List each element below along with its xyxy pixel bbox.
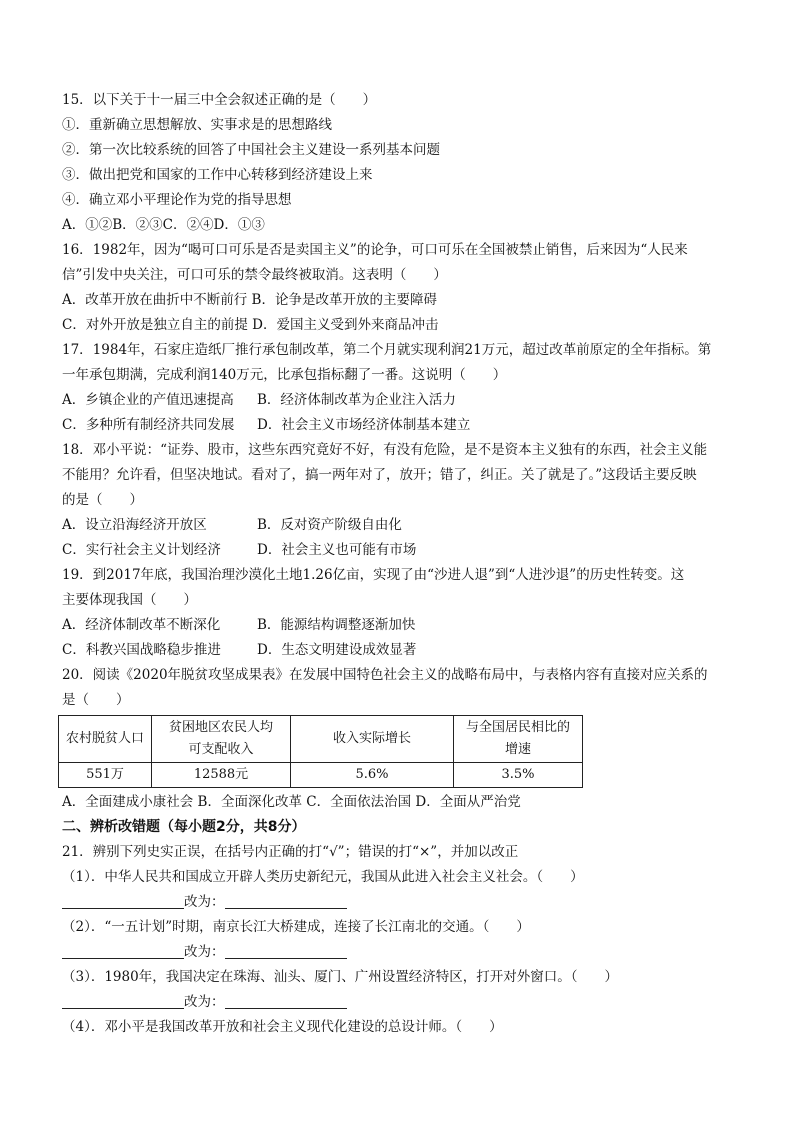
q21-correction-row-3	[62, 990, 742, 1015]
q18-stem-line3: 的是（ ）	[62, 492, 143, 508]
table-header-cell: 农村脱贫人口	[59, 716, 152, 763]
q15-stem: 15．以下关于十一届三中全会叙述正确的是（ ）	[62, 92, 377, 108]
q17-stem-line1: 17．1984年，石家庄造纸厂推行承包制改革，第二个月就实现利润21万元，超过改革前原定的全年指标。第	[62, 342, 712, 358]
q18-option-c: C．实行社会主义计划经济	[62, 542, 221, 558]
q18-stem-line1: 18．邓小平说：“证券、股市，这些东西究竟好不好，有没有危险，是不是资本主义独有的东西，社会主义能	[62, 442, 708, 458]
q21-stem: 21．辨别下列史实正误，在括号内正确的打“√”；错误的打“×”，并加以改正	[62, 844, 519, 860]
table-cell: 5.6%	[291, 763, 454, 788]
q19-option-d: D．生态文明建设成效显著	[257, 642, 417, 658]
q21-item-4: （4）．邓小平是我国改革开放和社会主义现代化建设的总设计师。（ ）	[62, 1019, 503, 1035]
q17-option-a: A．乡镇企业的产值迅速提高	[62, 392, 234, 408]
q15-item-1: ①．重新确立思想解放、实事求是的思想路线	[62, 117, 332, 133]
q21-item-3: （3）．1980年，我国决定在珠海、汕头、厦门、广州设置经济特区，打开对外窗口。（ ）	[62, 969, 618, 985]
table-header-cell: 收入实际增长	[291, 716, 454, 763]
q16-options-cd: C．对外开放是独立自主的前提 D．爱国主义受到外来商品冲击	[62, 317, 439, 333]
answer-blank[interactable]	[62, 894, 184, 909]
table-header-row	[59, 716, 583, 763]
q15-item-2: ②．第一次比较系统的回答了中国社会主义建设一系列基本问题	[62, 142, 440, 158]
q18-stem-line2: 不能用？允许看，但坚决地试。看对了，搞一两年对了，放开；错了，纠正。关了就是了。”这段话主要反映	[62, 467, 697, 483]
q19-stem-line1: 19．到2017年底，我国治理沙漠化土地1.26亿亩，实现了由“沙进人退”到“人进沙退”的历史性转变。这	[62, 567, 685, 583]
q21-item-1: （1）．中华人民共和国成立开辟人类历史新纪元，我国从此进入社会主义社会。（ ）	[62, 869, 584, 885]
q15-item-4: ④．确立邓小平理论作为党的指导思想	[62, 192, 292, 208]
q16-options-ab: A．改革开放在曲折中不断前行 B．论争是改革开放的主要障碍	[62, 292, 437, 308]
q21-correction-row-1	[62, 890, 742, 915]
q19-option-b: B．能源结构调整逐渐加快	[257, 617, 416, 633]
q17-option-d: D．社会主义市场经济体制基本建立	[257, 417, 471, 433]
q19-options-cd	[62, 638, 742, 663]
q20-options: A．全面建成小康社会 B．全面深化改革 C．全面依法治国 D．全面从严治党	[62, 794, 521, 810]
q18-options-cd	[62, 538, 742, 563]
q16-stem-line2: 信”引发中央关注，可口可乐的禁令最终被取消。这表明（ ）	[62, 267, 447, 283]
q17-stem-line2: 一年承包期满，完成利润140万元，比承包指标翻了一番。这说明（ ）	[62, 367, 507, 383]
q18-option-b: B．反对资产阶级自由化	[257, 517, 402, 533]
correction-label: 改为：	[184, 994, 225, 1010]
table-header-cell: 与全国居民相比的 增速	[454, 716, 583, 763]
table-row	[59, 763, 583, 788]
table-cell: 3.5%	[454, 763, 583, 788]
q17-option-b: B．经济体制改革为企业注入活力	[257, 392, 456, 408]
table-header-cell: 贫困地区农民人均 可支配收入	[152, 716, 291, 763]
q19-options-ab	[62, 613, 742, 638]
q20-stem-line2: 是（ ）	[62, 692, 130, 708]
q17-options-ab	[62, 388, 742, 413]
q19-stem-line2: 主要体现我国（ ）	[62, 592, 197, 608]
q21-item-2: （2）．“一五计划”时期，南京长江大桥建成，连接了长江南北的交通。（ ）	[62, 919, 530, 935]
poverty-results-table	[58, 715, 583, 788]
correction-label: 改为：	[184, 894, 225, 910]
table-cell: 12588元	[152, 763, 291, 788]
q19-option-a: A．经济体制改革不断深化	[62, 617, 221, 633]
answer-blank[interactable]	[62, 944, 184, 959]
correction-blank[interactable]	[225, 944, 347, 959]
q18-options-ab	[62, 513, 742, 538]
q21-correction-row-2	[62, 940, 742, 965]
answer-blank[interactable]	[62, 994, 184, 1009]
q18-option-a: A．设立沿海经济开放区	[62, 517, 207, 533]
correction-blank[interactable]	[225, 994, 347, 1009]
q20-stem-line1: 20．阅读《2020年脱贫攻坚成果表》在发展中国特色社会主义的战略布局中，与表格内容有直接对应关系的	[62, 667, 708, 683]
q15-item-3: ③．做出把党和国家的工作中心转移到经济建设上来	[62, 167, 373, 183]
correction-label: 改为：	[184, 944, 225, 960]
section-title: 二、辨析改错题（每小题2分，共8分）	[62, 819, 306, 835]
q17-option-c: C．多种所有制经济共同发展	[62, 417, 235, 433]
q17-options-cd	[62, 413, 742, 438]
exam-content	[62, 88, 742, 1040]
q18-option-d: D．社会主义也可能有市场	[257, 542, 417, 558]
table-cell: 551万	[59, 763, 152, 788]
correction-blank[interactable]	[225, 894, 347, 909]
q15-options: A．①②B．②③C．②④D．①③	[62, 217, 265, 233]
q19-option-c: C．科教兴国战略稳步推进	[62, 642, 221, 658]
q16-stem-line1: 16．1982年，因为“喝可口可乐是否是卖国主义”的论争，可口可乐在全国被禁止销售，后来因为“人民来	[62, 242, 688, 258]
